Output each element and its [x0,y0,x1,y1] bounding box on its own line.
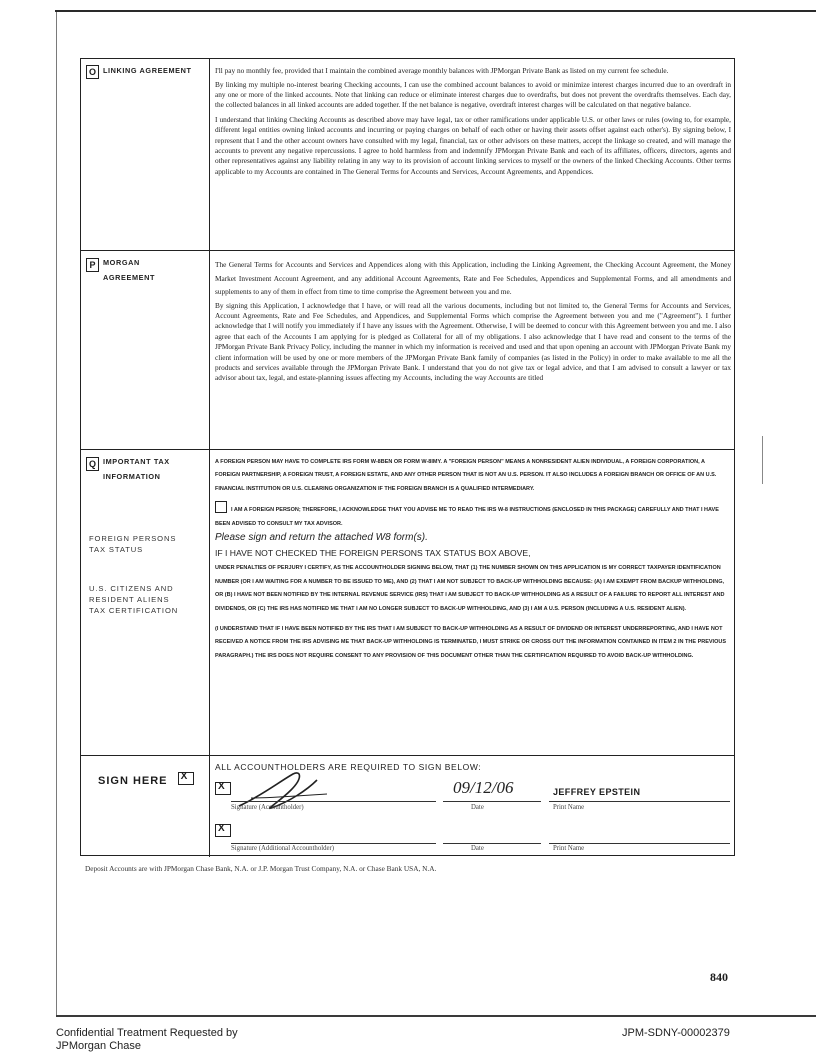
section-heading [103,456,207,483]
subheading-line: TAX STATUS [89,545,144,554]
w8-form-note: Please sign and return the attached W8 form(s). [215,532,428,544]
confidential-notice [56,1027,238,1053]
paragraph: By signing this Application, I acknowledge that I have, or will read all the various documents, including but not limited to, the General Terms for Accounts and Services, Account Agreements, Rate and Fee Schedules, and Appendices, and Supplemental Forms which comprise the Agreement between you and me ("Agreement"). I further acknowledge that I will notify you immediately if I have any issues with the Agreement. Otherwise, I will be deemed to concur with this Agreement between you and me. I also agree that each of the Accounts I am applying for is pledged as Collateral for all of my obligations. I also acknowledge that I have read and consent to the terms of the JPMorgan Private Bank Privacy Policy, including the manner in which my information is received and used and that upon opening an account with JPMorgan Private Bank my client information will be used by one or more members of the JPMorgan Private Bank family of companies (as listed in the Policy) in order to make available to me all the products and services available through the JPMorgan Private Bank. I understand that you do not give tax or legal advice, and that I am advised to consult a lawyer or tax advisor about tax, legal, and estate-planning issues affecting my Accounts, including the way Accounts are titled [215,300,731,383]
section-letter: P [86,258,99,272]
sign-here-text: SIGN HERE [98,775,168,787]
paragraph: I understand that linking Checking Accounts as described above may have legal, tax or other ramifications under applicable U.S. or other laws or rules (owing to, for example, different legal entities owning linked accounts and incurring or paying charges on behalf of each other or having their assets offset against each other's). By signing below, I represent that I and the other account owners have consulted with my legal, financial, tax or other advisors on these matters, accept the linkage so created, and will manage the accounts to prevent any negative repercussions. I agree to hold harmless from and indemnify JPMorgan Private Bank and each of its affiliates, officers, directors, agents and other representatives against any liability relating in any way to its provision of account linking services to myself or the owners of the linked Checking Accounts. Other terms applicable to my Accounts are contained in The General Terms for Accounts and Services, Account Agreements, and Appendices. [215,114,731,176]
x-mark: X [180,771,189,782]
confidential-line: Confidential Treatment Requested by [56,1027,238,1039]
signature-date[interactable]: 09/12/06 [453,778,514,797]
section-heading [103,257,207,284]
section-heading-line: IMPORTANT TAX [103,457,170,466]
us-certification-text: UNDER PENALTIES OF PERJURY I CERTIFY, AS THE ACCOUNTHOLDER SIGNING BELOW, THAT (1) THE NUMBER SHOWN ON THIS APPLICATION IS MY CORRECT TAXPAYER IDENTIFICATION NUMBER (OR I AM WAITING FOR A NUMBER TO BE ISSUED TO ME), AND (2) THAT I AM NOT SUBJECT TO BACK-UP WITHHOLDING BECAUSE: (A) I AM EXEMPT FROM BACKUP WITHHOLDING, OR (B) I HAVE NOT BEEN NOTIFIED BY THE INTERNAL REVENUE SERVICE (IRS) THAT I AM SUBJECT TO BACK-UP WITHHOLDING AS A RESULT OF A FAILURE TO REPORT ALL INTEREST AND DIVIDENDS, OR (C) THE IRS HAS NOTIFIED ME THAT I AM NO LONGER SUBJECT TO BACK-UP WITHHOLDING, AND (3) I AM A U.S. PERSON (INCLUDING A U.S. RESIDENT ALIEN). [215,565,725,612]
date-label: Date [471,804,484,811]
tax-content [215,456,731,666]
sign-instruction: ALL ACCOUNTHOLDERS ARE REQUIRED TO SIGN BELOW: [215,762,482,772]
paragraph: The General Terms for Accounts and Services and Appendices along with this Application, including the Linking Agreement, the Checking Account Agreement, the Money Market Investment Account Agreement, and any additional Account Agreements, Rate and Fee Schedules, Appendices and Supplemental Forms, and all amendments and supplements to any of them in effect from time to time comprise the Agreement between you and me. [215,260,731,296]
bottom-border-line [56,1015,816,1017]
application-form [80,58,735,856]
print-name-line [549,801,730,802]
section-linking-agreement [81,59,734,251]
us-certification [215,547,731,616]
signature-line [231,843,436,844]
section-letter: O [86,65,99,79]
print-name-label: Print Name [553,804,585,811]
page-number: 840 [710,970,728,984]
backup-withholding-note: (I UNDERSTAND THAT IF I HAVE BEEN NOTIFIED BY THE IRS THAT I AM SUBJECT TO BACK-UP WITHHOLDING AS A RESULT OF DIVIDEND OR INTEREST UNDERREPORTING, AND I HAVE NOT RECEIVED A NOTICE FROM THE IRS ADVISING ME THAT BACK-UP WITHHOLDING IS TERMINATED, I MUST STRIKE OR CROSS OUT THE INFORMATION CONTAINED IN ITEM 2 IN THE PREVIOUS PARAGRAPH.) THE IRS DOES NOT REQUIRE CONSENT TO ANY PROVISION OF THIS DOCUMENT OTHER THAN THE CERTIFICATION REQUIRED TO AVOID BACK-UP WITHHOLDING. [215,626,727,659]
column-divider [209,756,210,857]
date-line [443,801,541,802]
x-mark: X [218,823,225,834]
section-letter: Q [86,457,99,471]
section-heading-line: INFORMATION [103,472,161,481]
print-name[interactable]: JEFFREY EPSTEIN [553,787,641,797]
foreign-person-acknowledgment [215,501,731,531]
print-name-line [549,843,730,844]
deposit-accounts-note: Deposit Accounts are with JPMorgan Chase Bank, N.A. or J.P. Morgan Trust Company, N.A. or Chase Bank USA, N.A. [85,864,437,873]
signature-x-icon [215,824,231,837]
subheading-line: RESIDENT ALIENS [89,595,170,604]
us-certification-lead: IF I HAVE NOT CHECKED THE FOREIGN PERSONS TAX STATUS BOX ABOVE, [215,548,531,559]
additional-signature-label: Signature (Additional Accountholder) [231,845,335,852]
date-label: Date [471,845,484,852]
subheading-line: TAX CERTIFICATION [89,606,179,615]
bates-number: JPM-SDNY-00002379 [622,1027,730,1039]
subheading-line: U.S. CITIZENS AND [89,584,174,593]
print-name-label: Print Name [553,845,585,852]
column-divider [209,251,210,449]
sign-here-label [98,772,194,787]
column-divider [209,450,210,755]
section-heading-line: AGREEMENT [103,273,156,282]
signature-x-icon [215,782,231,795]
subheading-line: FOREIGN PERSONS [89,534,177,543]
sign-here-x-icon [178,772,194,785]
confidential-line: JPMorgan Chase [56,1040,141,1052]
section-important-tax-information [81,450,734,756]
date-line [443,843,541,844]
paragraph: I'll pay no monthly fee, provided that I maintain the combined average monthly balances with JPMorgan Private Bank as listed on my current fee schedule. [215,66,669,75]
foreign-person-text: I AM A FOREIGN PERSON; THEREFORE, I ACKNOWLEDGE THAT YOU ADVISE ME TO READ THE IRS W-8 INSTRUCTIONS (ENCLOSED IN THIS PACKAGE) CAREFULLY AND THAT I HAVE BEEN ADVISED TO CONSULT MY TAX ADVISOR. [215,507,719,527]
top-border-line [55,10,816,12]
section-heading-line: MORGAN [103,258,140,267]
section-body [215,258,731,388]
section-morgan-agreement [81,251,734,450]
x-mark: X [218,781,225,792]
section-body [215,64,731,181]
section-signature [81,756,734,857]
column-divider [209,59,210,250]
section-heading: LINKING AGREEMENT [103,66,192,75]
signature-label: Signature (Accountholder) [231,804,304,811]
signature-line [231,801,436,802]
right-margin-mark [762,436,763,484]
foreign-person-checkbox[interactable] [215,501,227,513]
us-citizens-heading [89,583,207,616]
paragraph: By linking my multiple no-interest bearing Checking accounts, I can use the combined account balances to avoid or minimize interest charges incurred due to an overdraft in any one or more of the linked accounts. Note that linking can reduce or eliminate interest charges due to overdrafts, but does not prevent the overdrafts themselves. Each day, the collected balances in all linked accounts are added together. If the net balance is negative, overdraft interest charges will be calculated on that negative balance. [215,79,731,110]
foreign-person-definition: A FOREIGN PERSON MAY HAVE TO COMPLETE IRS FORM W-8BEN OR FORM W-8IMY. A "FOREIGN PERSON" MEANS A NONRESIDENT ALIEN INDIVIDUAL, A FOREIGN CORPORATION, A FOREIGN PARTNERSHIP, A FOREIGN TRUST, A FOREIGN ESTATE, AND ANY OTHER PERSON THAT IS NOT AN U.S. PERSON. IT ALSO INCLUDES A FOREIGN BRANCH OR OFFICE OF AN U.S. FINANCIAL INSTITUTION OR U.S. CLEARING ORGANIZATION IF THE FOREIGN BRANCH IS A QUALIFIED INTERMEDIARY. [215,459,717,492]
foreign-persons-heading [89,533,207,555]
left-border-line [56,12,57,1015]
